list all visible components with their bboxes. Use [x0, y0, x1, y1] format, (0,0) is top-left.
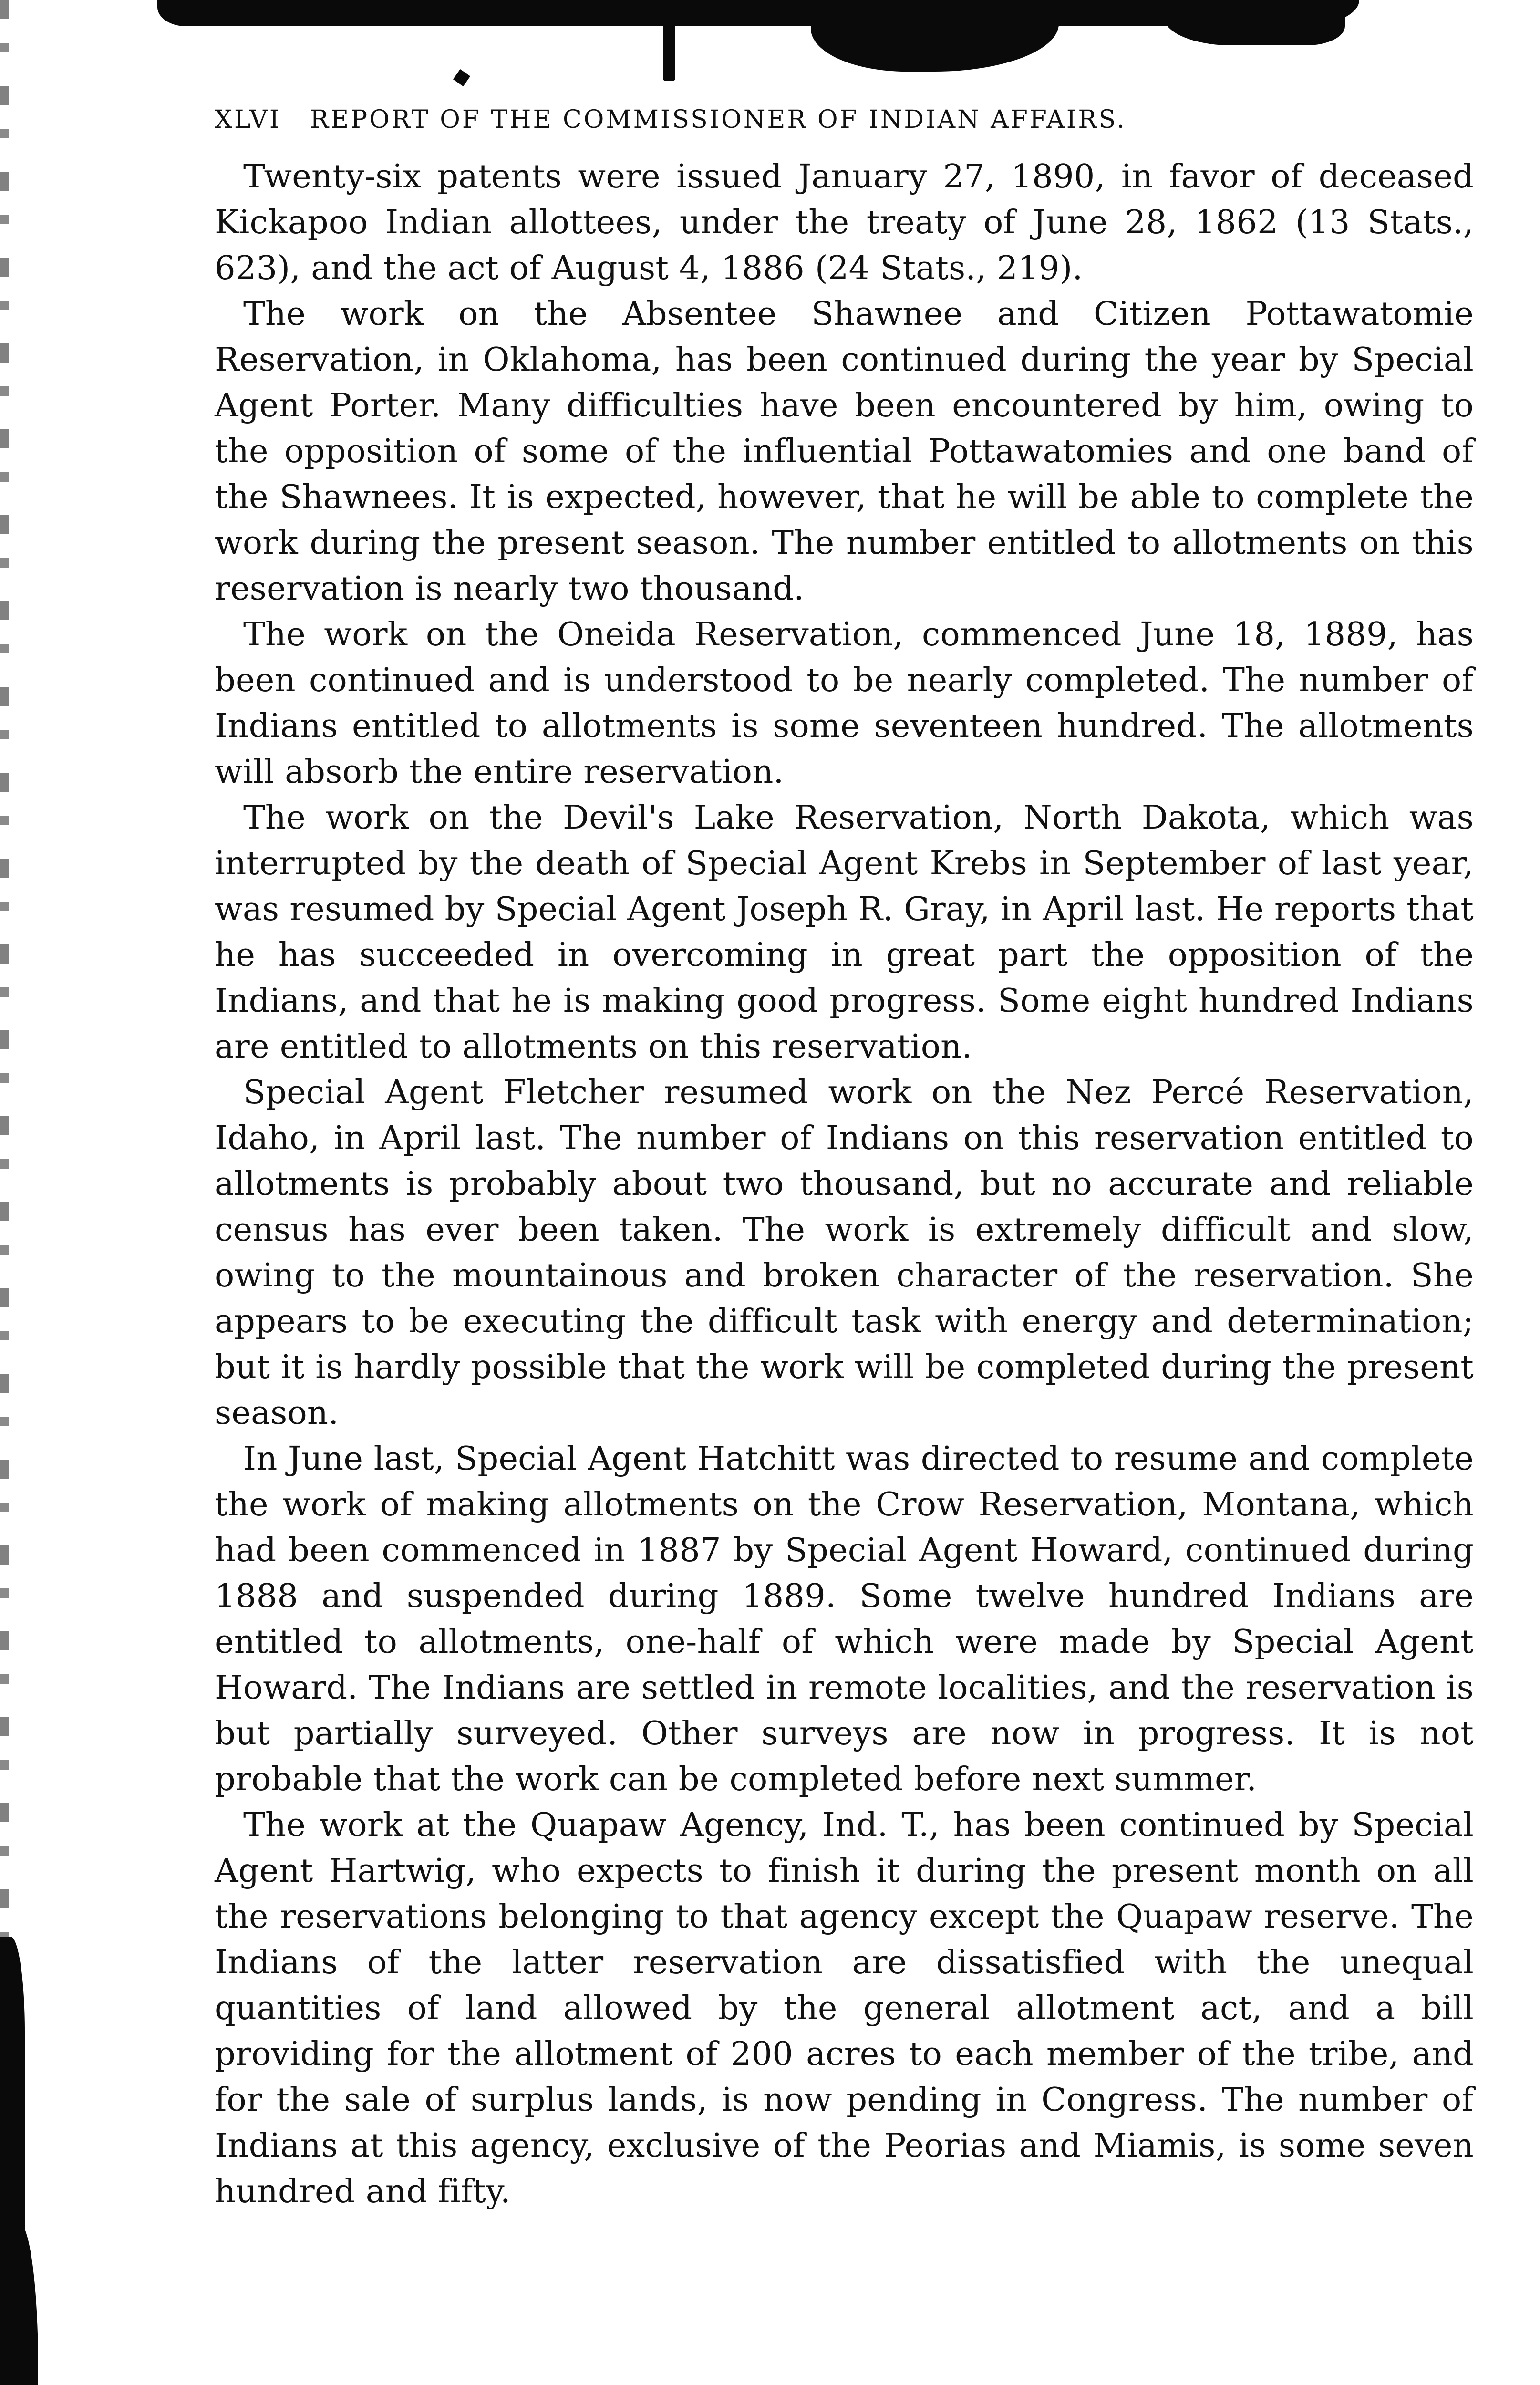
scan-edge-top-right [1164, 0, 1345, 45]
running-title: REPORT OF THE COMMISSIONER OF INDIAN AFFAIRS. [310, 105, 1127, 134]
paragraph-devils-lake: The work on the Devil's Lake Reservation, North Dakota, which was interrupted by the death of Special Agent Krebs in September of last year, was resumed by Special Agent Joseph R. Gray, in April last. He reports that he has succeeded in overcoming in great part the opposition of the Indians, and that he is making good progress. Some eight hundred Indians are entitled to allotments on this reservation. [215, 798, 1474, 1066]
paragraph-absentee-shawnee: The work on the Absentee Shawnee and Citizen Pottawatomie Reservation, in Oklahoma, has been continued during the year by Special Agent Porter. Many difficulties have been encountered by him, owing to the opposition of some of the influential Pottawatomies and one band of the Shawnees. It is expected, however, that he will be able to complete the work during the present season. The number entitled to allotments on this reservation is nearly two thousand. [215, 295, 1474, 608]
running-head [215, 105, 1474, 135]
paragraph-oneida: The work on the Oneida Reservation, commenced June 18, 1889, has been continued and is understood to be nearly completed. The number of Indians entitled to allotments is some seventeen hundred. The allotments will absorb the entire reservation. [215, 615, 1474, 791]
page-folio: XLVI [215, 105, 281, 134]
paragraph-nez-perce: Special Agent Fletcher resumed work on the Nez Percé Reservation, Idaho, in April last. The number of Indians on this reservation entitled to allotments is probably about two thousand, but no accurate and reliable census has ever been taken. The work is extremely difficult and slow, owing to the mountainous and broken character of the reservation. She appears to be executing the difficult task with energy and determination; but it is hardly possible that the work will be completed during the present season. [215, 1073, 1474, 1432]
document-page [215, 105, 1474, 2214]
paragraph-quapaw: The work at the Quapaw Agency, Ind. T., has been continued by Special Agent Hartwig, who expects to finish it during the present month on all the reservations belonging to that agency except the Quapaw reserve. The Indians of the latter reservation are dissatisfied with the unequal quantities of land allowed by the general allotment act, and a bill providing for the allotment of 200 acres to each member of the tribe, and for the sale of surplus lands, is now pending in Congress. The number of Indians at this agency, exclusive of the Peorias and Miamis, is some seven hundred and fifty. [215, 1806, 1474, 2211]
paragraph-crow: In June last, Special Agent Hatchitt was directed to resume and complete the work of making allotments on the Crow Reservation, Montana, which had been commenced in 1887 by Special Agent Howard, continued during 1888 and suspended during 1889. Some twelve hundred Indians are entitled to allotments, one-half of which were made by Special Agent Howard. The Indians are settled in remote localities, and the reservation is but partially surveyed. Other surveys are now in progress. It is not probable that the work can be completed before next summer. [215, 1440, 1474, 1799]
scan-mark [663, 19, 675, 81]
scan-edge-top-notch [811, 19, 1059, 72]
scan-dot [453, 69, 470, 86]
body-text [215, 154, 1474, 2214]
paragraph-kickapoo-patents: Twenty-six patents were issued January 27, 1890, in favor of deceased Kickapoo Indian allottees, under the treaty of June 28, 1862 (13 Stats., 623), and the act of August 4, 1886 (24 Stats., 219). [215, 157, 1474, 288]
scan-edge-left-shadow-lower [0, 2223, 38, 2385]
